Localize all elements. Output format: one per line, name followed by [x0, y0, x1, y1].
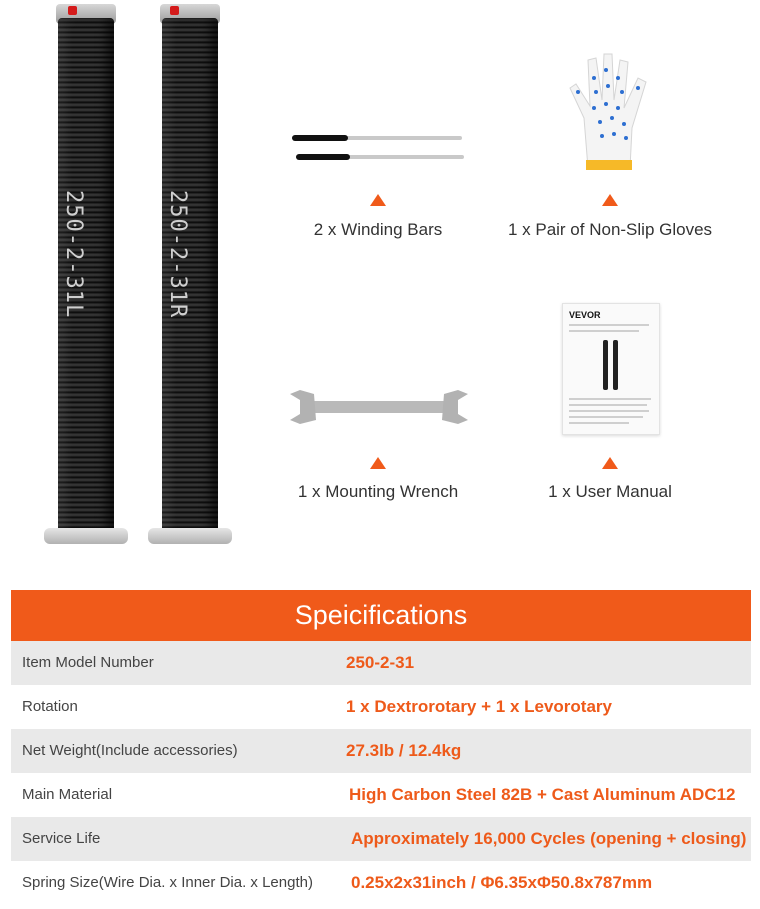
accessory-caption: 1 x Mounting Wrench [297, 482, 459, 501]
spring-base-plate [44, 528, 128, 544]
pointer-triangle [602, 457, 618, 469]
spec-label: Item Model Number [22, 654, 154, 671]
pointer-triangle [370, 194, 386, 206]
spec-row [11, 685, 751, 729]
specifications-title: Speicifications [11, 590, 751, 641]
spring-cap-marker [68, 6, 77, 15]
spec-value: Approximately 16,000 Cycles (opening + closing) [351, 829, 747, 848]
spring-label: 250-2-31L [61, 190, 86, 319]
wrench-icon [288, 388, 470, 426]
spring-base-plate [148, 528, 232, 544]
gloves-icon [560, 48, 660, 176]
accessory-caption: 2 x Winding Bars [313, 220, 443, 239]
pointer-triangle [370, 457, 386, 469]
manual-icon [562, 303, 660, 435]
spec-value: 27.3lb / 12.4kg [346, 741, 462, 760]
spring-left [42, 0, 132, 560]
spring-label: 250-2-31R [165, 190, 190, 319]
spec-row [11, 641, 751, 685]
manual-brand: VEVOR [569, 310, 601, 320]
spec-row [11, 773, 751, 817]
spec-row [11, 861, 751, 905]
accessory-caption: 1 x Pair of Non-Slip Gloves [507, 220, 713, 239]
spec-label: Rotation [22, 698, 78, 715]
spec-value: 0.25x2x31inch / Φ6.35xΦ50.8x787mm [351, 873, 653, 892]
spec-row [11, 729, 751, 773]
spec-label: Service Life [22, 830, 101, 847]
pointer-triangle [602, 194, 618, 206]
spec-value: 250-2-31 [346, 653, 415, 672]
spec-label: Net Weight(Include accessories) [22, 742, 238, 759]
spec-value: High Carbon Steel 82B + Cast Aluminum ADC12 [349, 785, 736, 804]
accessory-caption: 1 x User Manual [548, 482, 672, 501]
spring-right [146, 0, 236, 560]
spring-cap-marker [170, 6, 179, 15]
spec-label: Spring Size(Wire Dia. x Inner Dia. x Length) [22, 874, 313, 891]
spec-label: Main Material [22, 786, 113, 803]
spec-value: 1 x Dextrorotary + 1 x Levorotary [346, 697, 612, 716]
spec-row [11, 817, 751, 861]
